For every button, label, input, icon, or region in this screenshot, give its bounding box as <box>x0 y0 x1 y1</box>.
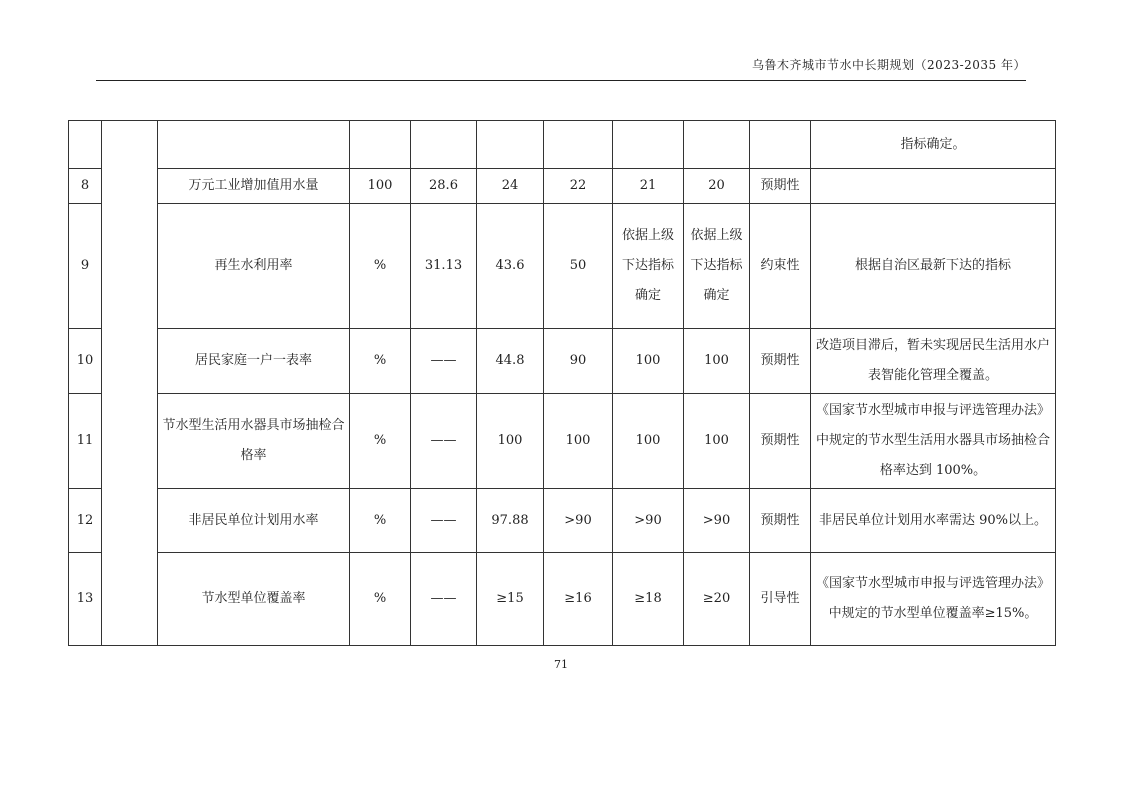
indicator-name-cell: 节水型单位覆盖率 <box>158 553 350 646</box>
value-cell <box>613 121 684 169</box>
value-cell: 21 <box>613 169 684 204</box>
unit-cell: % <box>350 329 411 394</box>
note-cell: 非居民单位计划用水率需达 90%以上。 <box>811 489 1056 553</box>
unit-cell: % <box>350 553 411 646</box>
indicator-nature-cell: 预期性 <box>750 394 811 489</box>
note-cell: 根据自治区最新下达的指标 <box>811 204 1056 329</box>
value-cell: 100 <box>613 329 684 394</box>
value-cell: 100 <box>613 394 684 489</box>
document-header-title: 乌鲁木齐城市节水中长期规划（2023-2035 年） <box>752 58 1026 72</box>
value-cell <box>411 121 477 169</box>
value-cell: ≥16 <box>544 553 613 646</box>
indicator-name-cell: 非居民单位计划用水率 <box>158 489 350 553</box>
value-cell <box>477 121 544 169</box>
indicator-name-cell <box>158 121 350 169</box>
row-number-cell: 13 <box>69 553 102 646</box>
indicator-nature-cell: 引导性 <box>750 553 811 646</box>
table-row <box>69 169 1056 204</box>
value-cell: >90 <box>613 489 684 553</box>
indicator-nature-cell: 预期性 <box>750 329 811 394</box>
row-number-cell: 11 <box>69 394 102 489</box>
value-cell: 31.13 <box>411 204 477 329</box>
table-row <box>69 489 1056 553</box>
value-cell: —— <box>411 553 477 646</box>
row-number-cell: 12 <box>69 489 102 553</box>
value-cell: >90 <box>544 489 613 553</box>
unit-cell <box>350 121 411 169</box>
unit-cell: 100 <box>350 169 411 204</box>
page-number: 71 <box>554 658 568 671</box>
value-cell: 90 <box>544 329 613 394</box>
indicator-name-cell: 万元工业增加值用水量 <box>158 169 350 204</box>
value-cell: 50 <box>544 204 613 329</box>
row-number-cell: 10 <box>69 329 102 394</box>
indicator-name-cell: 节水型生活用水器具市场抽检合格率 <box>158 394 350 489</box>
indicator-nature-cell <box>750 121 811 169</box>
unit-cell: % <box>350 489 411 553</box>
note-cell: 指标确定。 <box>811 121 1056 169</box>
note-cell: 《国家节水型城市申报与评选管理办法》中规定的节水型单位覆盖率≥15%。 <box>811 553 1056 646</box>
value-cell: 22 <box>544 169 613 204</box>
value-cell: ≥20 <box>684 553 750 646</box>
row-number-cell: 8 <box>69 169 102 204</box>
value-cell: 100 <box>544 394 613 489</box>
value-cell: 100 <box>477 394 544 489</box>
unit-cell: % <box>350 204 411 329</box>
unit-cell: % <box>350 394 411 489</box>
value-cell: 100 <box>684 329 750 394</box>
value-cell <box>684 121 750 169</box>
value-cell: 97.88 <box>477 489 544 553</box>
table-row <box>69 121 1056 169</box>
indicator-nature-cell: 预期性 <box>750 489 811 553</box>
value-cell: 依据上级下达指标确定 <box>684 204 750 329</box>
table-row <box>69 204 1056 329</box>
value-cell: 44.8 <box>477 329 544 394</box>
table-row <box>69 553 1056 646</box>
value-cell: —— <box>411 329 477 394</box>
indicator-nature-cell: 预期性 <box>750 169 811 204</box>
value-cell: —— <box>411 489 477 553</box>
row-number-cell <box>69 121 102 169</box>
note-cell: 《国家节水型城市申报与评选管理办法》中规定的节水型生活用水器具市场抽检合格率达到 100%。 <box>811 394 1056 489</box>
value-cell: ≥15 <box>477 553 544 646</box>
value-cell: 24 <box>477 169 544 204</box>
value-cell: 100 <box>684 394 750 489</box>
row-number-cell: 9 <box>69 204 102 329</box>
value-cell <box>544 121 613 169</box>
value-cell: >90 <box>684 489 750 553</box>
value-cell: —— <box>411 394 477 489</box>
note-cell <box>811 169 1056 204</box>
table-row <box>69 329 1056 394</box>
indicator-table <box>68 120 1056 646</box>
header-rule <box>96 80 1026 81</box>
indicator-name-cell: 再生水利用率 <box>158 204 350 329</box>
note-cell: 改造项目滞后，暂未实现居民生活用水户表智能化管理全覆盖。 <box>811 329 1056 394</box>
value-cell: 28.6 <box>411 169 477 204</box>
indicator-nature-cell: 约束性 <box>750 204 811 329</box>
value-cell: ≥18 <box>613 553 684 646</box>
table-row <box>69 394 1056 489</box>
value-cell: 依据上级下达指标确定 <box>613 204 684 329</box>
indicator-name-cell: 居民家庭一户一表率 <box>158 329 350 394</box>
value-cell: 43.6 <box>477 204 544 329</box>
value-cell: 20 <box>684 169 750 204</box>
category-cell <box>102 121 158 646</box>
